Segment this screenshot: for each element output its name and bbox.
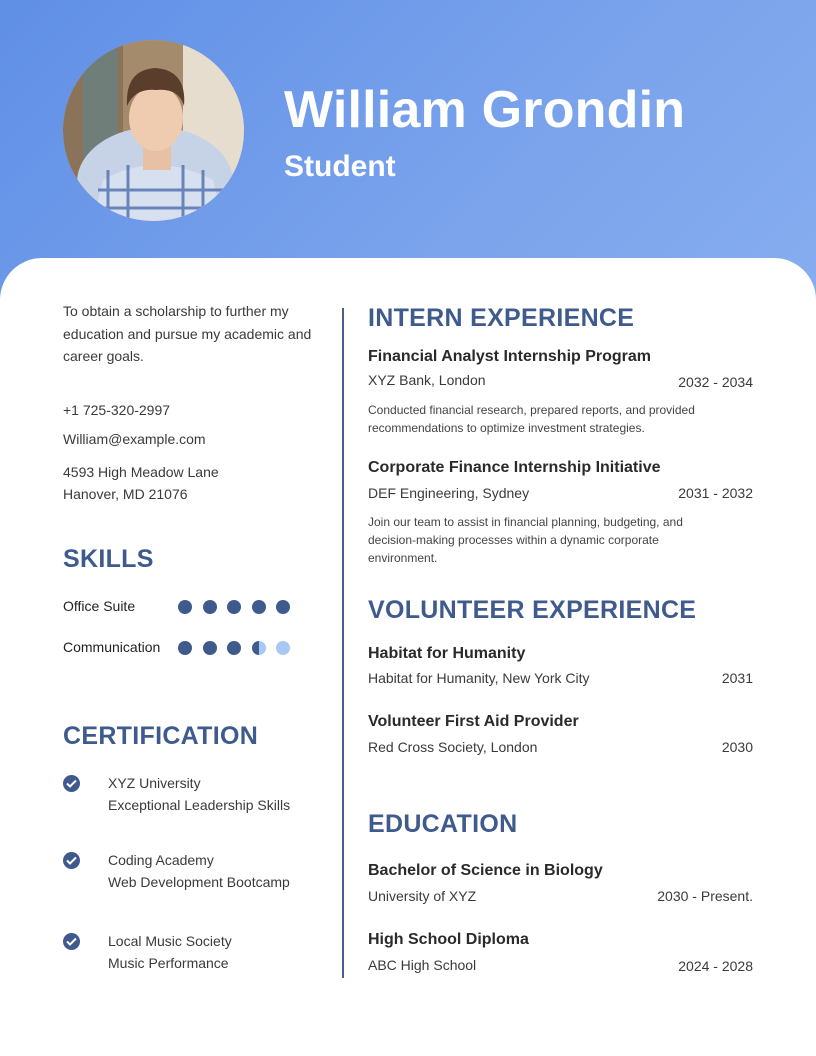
education-date: 2030 - Present. [657,888,753,904]
cert-org: Local Music Society [108,933,232,949]
skill-label: Communication [63,639,161,655]
person-name: William Grondin [284,81,686,139]
school-name: University of XYZ [368,888,477,904]
job-title: Volunteer First Aid Provider [368,713,579,730]
skill-dot [178,641,192,655]
checkmark-icon [66,856,77,865]
cert-title: Music Performance [108,955,229,971]
job-date: 2031 [721,670,753,686]
skill-dot [276,600,290,614]
contact-email: William@example.com [63,431,206,447]
job-date: 2030 [721,739,753,755]
skill-dot [203,641,217,655]
education-date: 2024 - 2028 [678,958,753,974]
job-description: Join our team to assist in financial planning, budgeting, and [368,515,683,529]
cert-title: Web Development Bootcamp [108,874,290,890]
skill-label: Office Suite [63,598,136,614]
contact-address-line2: Hanover, MD 21076 [63,486,188,502]
checkmark-icon [66,937,77,946]
job-title: Corporate Finance Internship Initiative [368,459,661,476]
contact-phone: +1 725-320-2997 [63,402,171,418]
skill-dot [178,600,192,614]
skill-dot [227,641,241,655]
job-org: XYZ Bank, London [368,372,486,388]
check-circle-icon [63,775,80,792]
column-divider [342,308,344,978]
job-date: 2032 - 2034 [678,374,753,390]
checkmark-icon [66,779,77,788]
skill-dot [252,600,266,614]
objective-text: To obtain a scholarship to further my education and pursue my academic and career goals. [63,303,312,364]
cert-org: Coding Academy [108,852,214,868]
contact-address-line1: 4593 High Meadow Lane [63,464,219,480]
job-title: Financial Analyst Internship Program [368,348,652,365]
job-description: recommendations to optimize investment strategies. [368,421,645,435]
person-photo-icon [63,40,244,221]
job-description: decision-making processes within a dynamic corporate [368,533,659,547]
check-circle-icon [63,852,80,869]
skills-heading: SKILLS [63,545,154,573]
person-role: Student [284,150,396,183]
job-date: 2031 - 2032 [678,485,753,501]
education-heading: EDUCATION [368,810,518,838]
job-org: DEF Engineering, Sydney [368,485,530,501]
degree-title: High School Diploma [368,931,529,948]
check-circle-icon [63,933,80,950]
cert-org: XYZ University [108,775,201,791]
skill-dot [276,641,290,655]
job-title: Habitat for Humanity [368,645,526,662]
job-description: Conducted financial research, prepared reports, and provided [368,403,695,417]
job-org: Red Cross Society, London [368,739,538,755]
skill-dot [252,641,266,655]
job-org: Habitat for Humanity, New York City [368,670,590,686]
volunteer-heading: VOLUNTEER EXPERIENCE [368,596,697,624]
profile-photo [63,40,244,221]
certification-heading: CERTIFICATION [63,722,259,750]
skill-dot [227,600,241,614]
intern-heading: INTERN EXPERIENCE [368,304,635,332]
degree-title: Bachelor of Science in Biology [368,862,603,879]
cert-title: Exceptional Leadership Skills [108,797,291,813]
skill-dot [203,600,217,614]
school-name: ABC High School [368,957,477,973]
job-description: environment. [368,551,438,565]
